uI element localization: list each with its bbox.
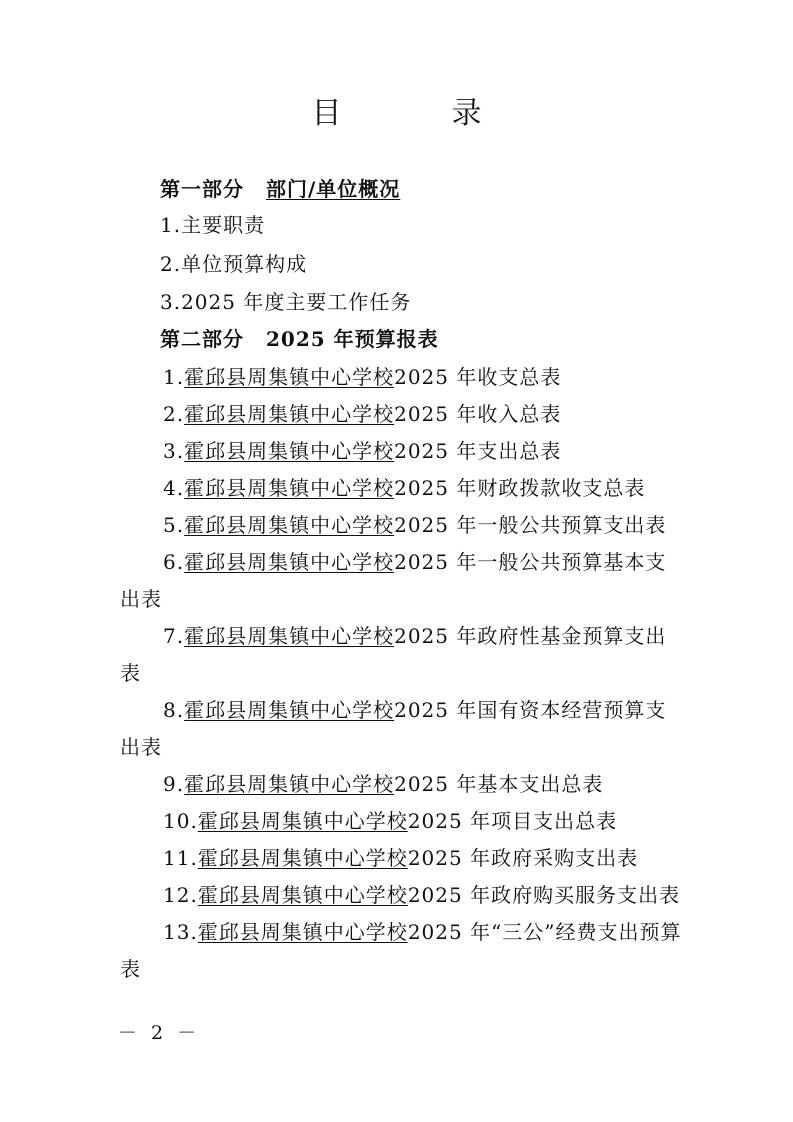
entry-number: 2. [163, 402, 185, 426]
entry-title: 2025 年财政拨款收支总表 [394, 476, 646, 500]
part2-prefix: 第二部分 [160, 327, 244, 351]
entry-number: 11. [163, 846, 198, 870]
entry-title: 2025 年一般公共预算基本支 [394, 550, 667, 574]
part2-name: 2025 年预算报表 [266, 327, 439, 351]
part1-item[interactable]: 1.主要职责 [160, 213, 266, 237]
toc-entry-continuation[interactable]: 表 [120, 661, 141, 685]
unit-name-link[interactable]: 霍邱县周集镇中心学校 [197, 920, 408, 944]
entry-number: 1. [163, 365, 185, 389]
unit-name-link[interactable]: 霍邱县周集镇中心学校 [184, 698, 395, 722]
unit-name-link[interactable]: 霍邱县周集镇中心学校 [184, 624, 395, 648]
entry-title: 2025 年支出总表 [394, 439, 562, 463]
entry-title: 2025 年收入总表 [394, 402, 562, 426]
toc-entry[interactable] [163, 512, 666, 538]
entry-title: 2025 年国有资本经营预算支 [394, 698, 667, 722]
entry-title: 2025 年政府购买服务支出表 [407, 883, 681, 907]
entry-number: 4. [163, 476, 185, 500]
entry-number: 8. [163, 698, 185, 722]
toc-entry[interactable] [163, 401, 561, 427]
toc-entry-continuation[interactable]: 出表 [120, 587, 162, 611]
toc-entry[interactable] [163, 808, 617, 834]
unit-name-link[interactable]: 霍邱县周集镇中心学校 [184, 550, 395, 574]
toc-entry[interactable] [163, 845, 638, 871]
entry-title: 2025 年“三公”经费支出预算 [407, 920, 682, 944]
toc-entry[interactable] [163, 882, 680, 908]
toc-entry[interactable] [163, 771, 603, 797]
part1-item[interactable]: 2.单位预算构成 [160, 252, 308, 276]
toc-entry-continuation[interactable]: 表 [120, 957, 141, 981]
entry-number: 7. [163, 624, 185, 648]
entry-number: 10. [163, 809, 198, 833]
toc-entry[interactable] [163, 623, 666, 649]
unit-name-link[interactable]: 霍邱县周集镇中心学校 [184, 772, 395, 796]
toc-entry[interactable] [163, 364, 561, 390]
toc-entry[interactable] [163, 549, 666, 575]
unit-name-link[interactable]: 霍邱县周集镇中心学校 [184, 513, 395, 537]
unit-name-link[interactable]: 霍邱县周集镇中心学校 [197, 883, 408, 907]
toc-entry-continuation[interactable]: 出表 [120, 735, 162, 759]
unit-name-link[interactable]: 霍邱县周集镇中心学校 [184, 476, 395, 500]
toc-entry[interactable] [163, 919, 682, 945]
entry-number: 12. [163, 883, 198, 907]
unit-name-link[interactable]: 霍邱县周集镇中心学校 [197, 809, 408, 833]
part1-name[interactable]: 部门/单位概况 [266, 177, 401, 201]
page-title: 目 录 [311, 96, 522, 131]
entry-number: 3. [163, 439, 185, 463]
unit-name-link[interactable]: 霍邱县周集镇中心学校 [184, 402, 395, 426]
page-number: － 2 － [118, 1022, 201, 1044]
toc-entry[interactable] [163, 475, 645, 501]
part1-heading [160, 176, 400, 202]
part1-prefix: 第一部分 [160, 177, 244, 201]
entry-number: 6. [163, 550, 185, 574]
toc-entry[interactable] [163, 438, 561, 464]
unit-name-link[interactable]: 霍邱县周集镇中心学校 [184, 365, 395, 389]
entry-number: 13. [163, 920, 198, 944]
part2-heading [160, 326, 439, 352]
entry-number: 5. [163, 513, 185, 537]
entry-title: 2025 年基本支出总表 [394, 772, 604, 796]
toc-entry[interactable] [163, 697, 666, 723]
entry-title: 2025 年一般公共预算支出表 [394, 513, 667, 537]
unit-name-link[interactable]: 霍邱县周集镇中心学校 [197, 846, 408, 870]
unit-name-link[interactable]: 霍邱县周集镇中心学校 [184, 439, 395, 463]
entry-number: 9. [163, 772, 185, 796]
part1-item[interactable]: 3.2025 年度主要工作任务 [160, 290, 412, 314]
entry-title: 2025 年政府性基金预算支出 [394, 624, 667, 648]
entry-title: 2025 年收支总表 [394, 365, 562, 389]
entry-title: 2025 年政府采购支出表 [407, 846, 639, 870]
entry-title: 2025 年项目支出总表 [407, 809, 618, 833]
